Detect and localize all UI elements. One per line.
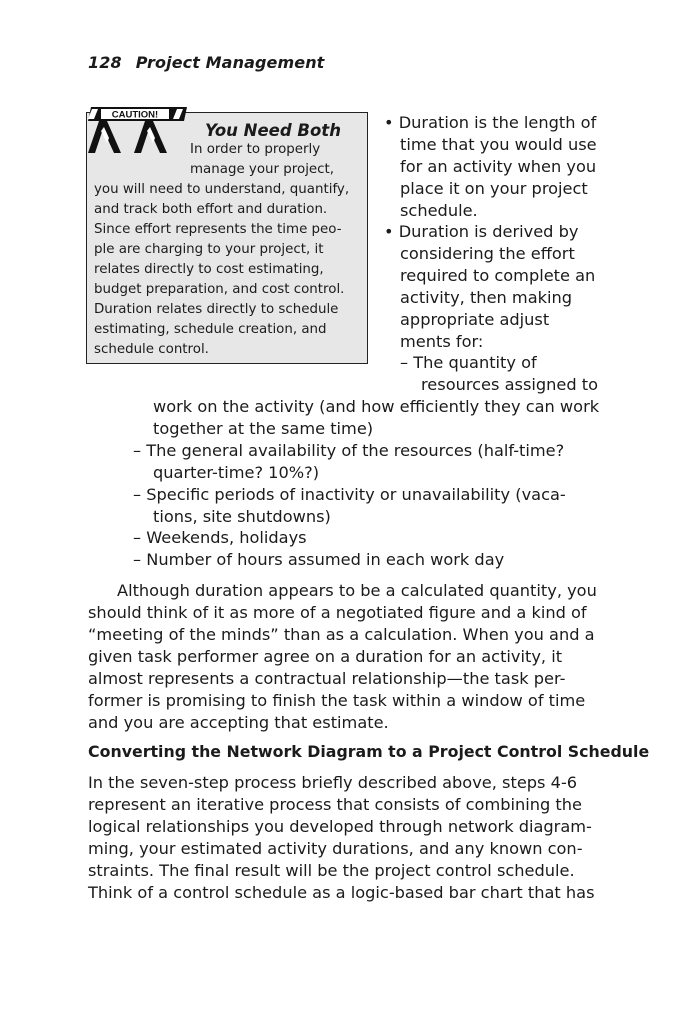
page-number: 128 — [88, 53, 122, 72]
callout-line: manage your project, — [190, 162, 335, 177]
paragraph-line: straints. The final result will be the project control schedule. — [88, 861, 575, 880]
paragraph-line: logical relationships you developed through network diagram- — [88, 817, 592, 836]
paragraph-line: “meeting of the minds” than as a calculation. When you and a — [88, 625, 595, 644]
bullet-line: time that you would use — [400, 135, 597, 154]
bullet-line: ments for: — [400, 332, 484, 351]
paragraph-line: Although duration appears to be a calculated quantity, you — [117, 581, 597, 600]
bullet-line: • Duration is the length of — [384, 113, 597, 132]
callout-line: ple are charging to your project, it — [94, 242, 324, 257]
callout-line: relates directly to cost estimating, — [94, 262, 324, 277]
paragraph-line: and you are accepting that estimate. — [88, 713, 389, 732]
sub-bullet-line: – Weekends, holidays — [133, 528, 307, 547]
bullet-line: schedule. — [400, 201, 478, 220]
sub-bullet-line: work on the activity (and how efficiently they can work — [153, 397, 600, 416]
bullet-line: place it on your project — [400, 179, 588, 198]
sub-bullet-line: quarter-time? 10%?) — [153, 463, 320, 482]
paragraph-line: In the seven-step process briefly described above, steps 4-6 — [88, 773, 578, 792]
callout-line: you will need to understand, quantify, — [94, 182, 350, 197]
sub-bullet-line: tions, site shutdowns) — [153, 507, 331, 526]
paragraph-line: almost represents a contractual relationship—the task per- — [88, 669, 566, 688]
callout-line: and track both effort and duration. — [94, 202, 328, 217]
paragraph-line: represent an iterative process that consists of combining the — [88, 795, 582, 814]
bullet-line: appropriate adjust — [400, 310, 550, 329]
caution-callout-box — [86, 109, 368, 364]
callout-title: You Need Both — [205, 121, 341, 140]
section-heading: Converting the Network Diagram to a Project Control Schedule — [88, 742, 650, 761]
running-head — [88, 53, 324, 72]
sub-bullet-line: together at the same time) — [153, 419, 374, 438]
paragraph-line: should think of it as more of a negotiated figure and a kind of — [88, 603, 587, 622]
callout-line: Duration relates directly to schedule — [94, 302, 339, 317]
sub-bullet-line: – Specific periods of inactivity or unavailability (vaca- — [133, 485, 566, 504]
bullet-line: activity, then making — [400, 288, 573, 307]
sub-bullet-line: – The general availability of the resources (half-time? — [133, 441, 565, 460]
paragraph-line: Think of a control schedule as a logic-based bar chart that has — [88, 883, 595, 902]
caution-icon — [87, 105, 191, 155]
bullet-line: required to complete an — [400, 266, 596, 285]
sub-bullet-line: resources assigned to — [421, 375, 599, 394]
sub-bullet-line: – The quantity of — [400, 353, 537, 372]
running-title: Project Management — [135, 53, 325, 72]
callout-line: Since effort represents the time peo- — [94, 222, 342, 237]
paragraph-line: given task performer agree on a duration for an activity, it — [88, 647, 563, 666]
callout-line: estimating, schedule creation, and — [94, 322, 327, 337]
sub-bullet-line: – Number of hours assumed in each work day — [133, 550, 505, 569]
bullet-line: considering the effort — [400, 244, 575, 263]
callout-line: schedule control. — [94, 342, 209, 357]
paragraph-line: former is promising to finish the task within a window of time — [88, 691, 586, 710]
callout-line: budget preparation, and cost control. — [94, 282, 345, 297]
caution-badge-text: CAUTION! — [111, 109, 159, 121]
bullet-line: • Duration is derived by — [384, 222, 579, 241]
paragraph-line: ming, your estimated activity durations, and any known con- — [88, 839, 583, 858]
bullet-line: for an activity when you — [400, 157, 597, 176]
callout-line: In order to properly — [190, 142, 321, 157]
